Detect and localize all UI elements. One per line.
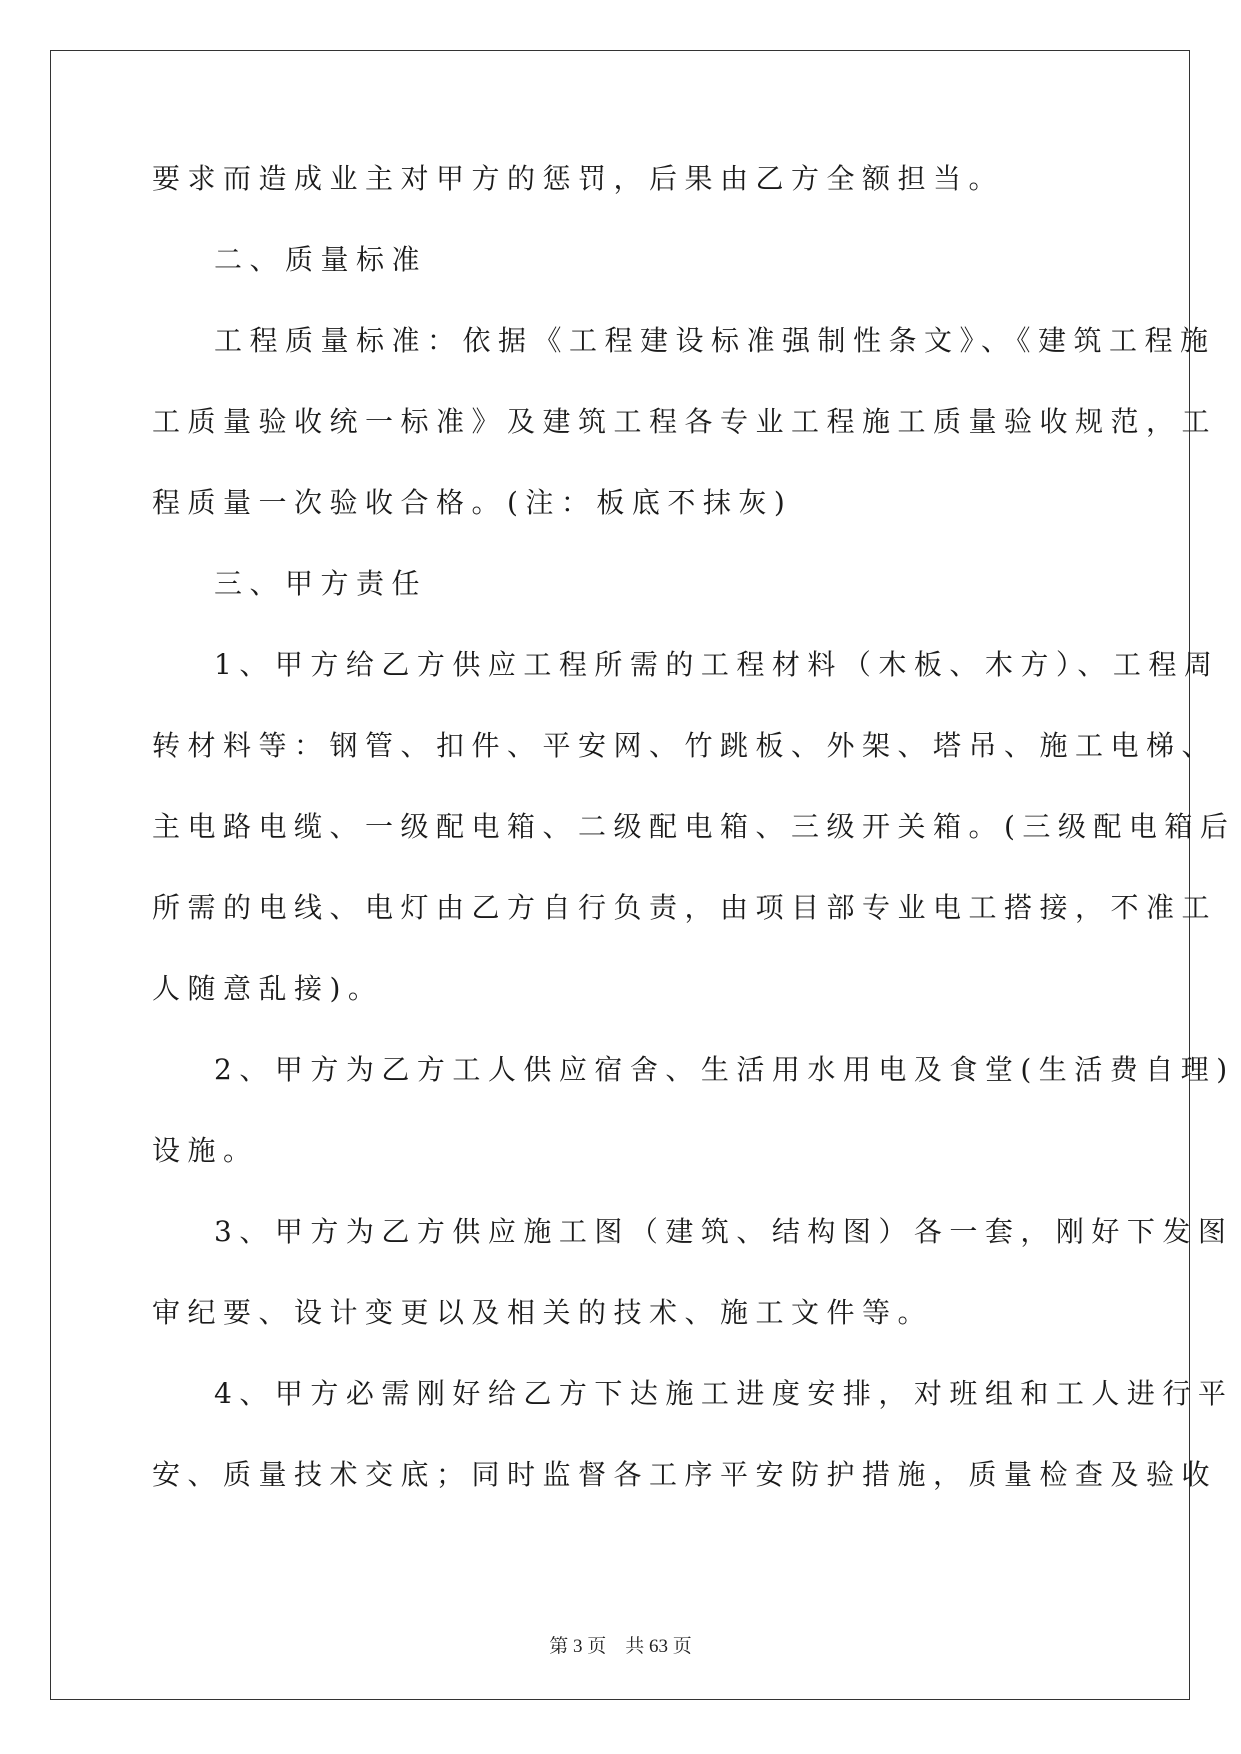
text-line: 程质量一次验收合格。(注：板底不抹灰) <box>152 486 793 519</box>
text-line: 转材料等：钢管、扣件、平安网、竹跳板、外架、塔吊、施工电梯、 <box>152 729 1218 762</box>
text-line: 审纪要、设计变更以及相关的技术、施工文件等。 <box>152 1296 934 1329</box>
text-line: 三、甲方责任 <box>214 567 428 600</box>
text-line: 二、质量标准 <box>214 243 428 276</box>
text-line: 4、甲方必需刚好给乙方下达施工进度安排，对班组和工人进行平 <box>214 1377 1234 1410</box>
page-footer: 第 3 页 共 63 页 <box>549 1636 692 1657</box>
document-body <box>152 158 1236 1535</box>
text-line: 设施。 <box>152 1134 259 1167</box>
text-line: 安、质量技术交底；同时监督各工序平安防护措施，质量检查及验收 <box>152 1458 1218 1491</box>
text-line: 3、甲方为乙方供应施工图（建筑、结构图）各一套，刚好下发图 <box>214 1215 1234 1248</box>
text-line: 要求而造成业主对甲方的惩罚，后果由乙方全额担当。 <box>152 162 1005 195</box>
text-line: 工质量验收统一标准》及建筑工程各专业工程施工质量验收规范，工 <box>152 405 1218 438</box>
text-line: 人随意乱接)。 <box>152 972 384 1005</box>
text-line: 工程质量标准：依据《工程建设标准强制性条文》、《建筑工程施 <box>214 324 1216 357</box>
text-line: 主电路电缆、一级配电箱、二级配电箱、三级开关箱。(三级配电箱后 <box>152 810 1236 843</box>
text-line: 所需的电线、电灯由乙方自行负责，由项目部专业电工搭接，不准工 <box>152 891 1218 924</box>
text-line: 1、甲方给乙方供应工程所需的工程材料（木板、木方）、工程周 <box>214 648 1220 681</box>
text-line: 2、甲方为乙方工人供应宿舍、生活用水用电及食堂(生活费自理) <box>214 1053 1235 1086</box>
